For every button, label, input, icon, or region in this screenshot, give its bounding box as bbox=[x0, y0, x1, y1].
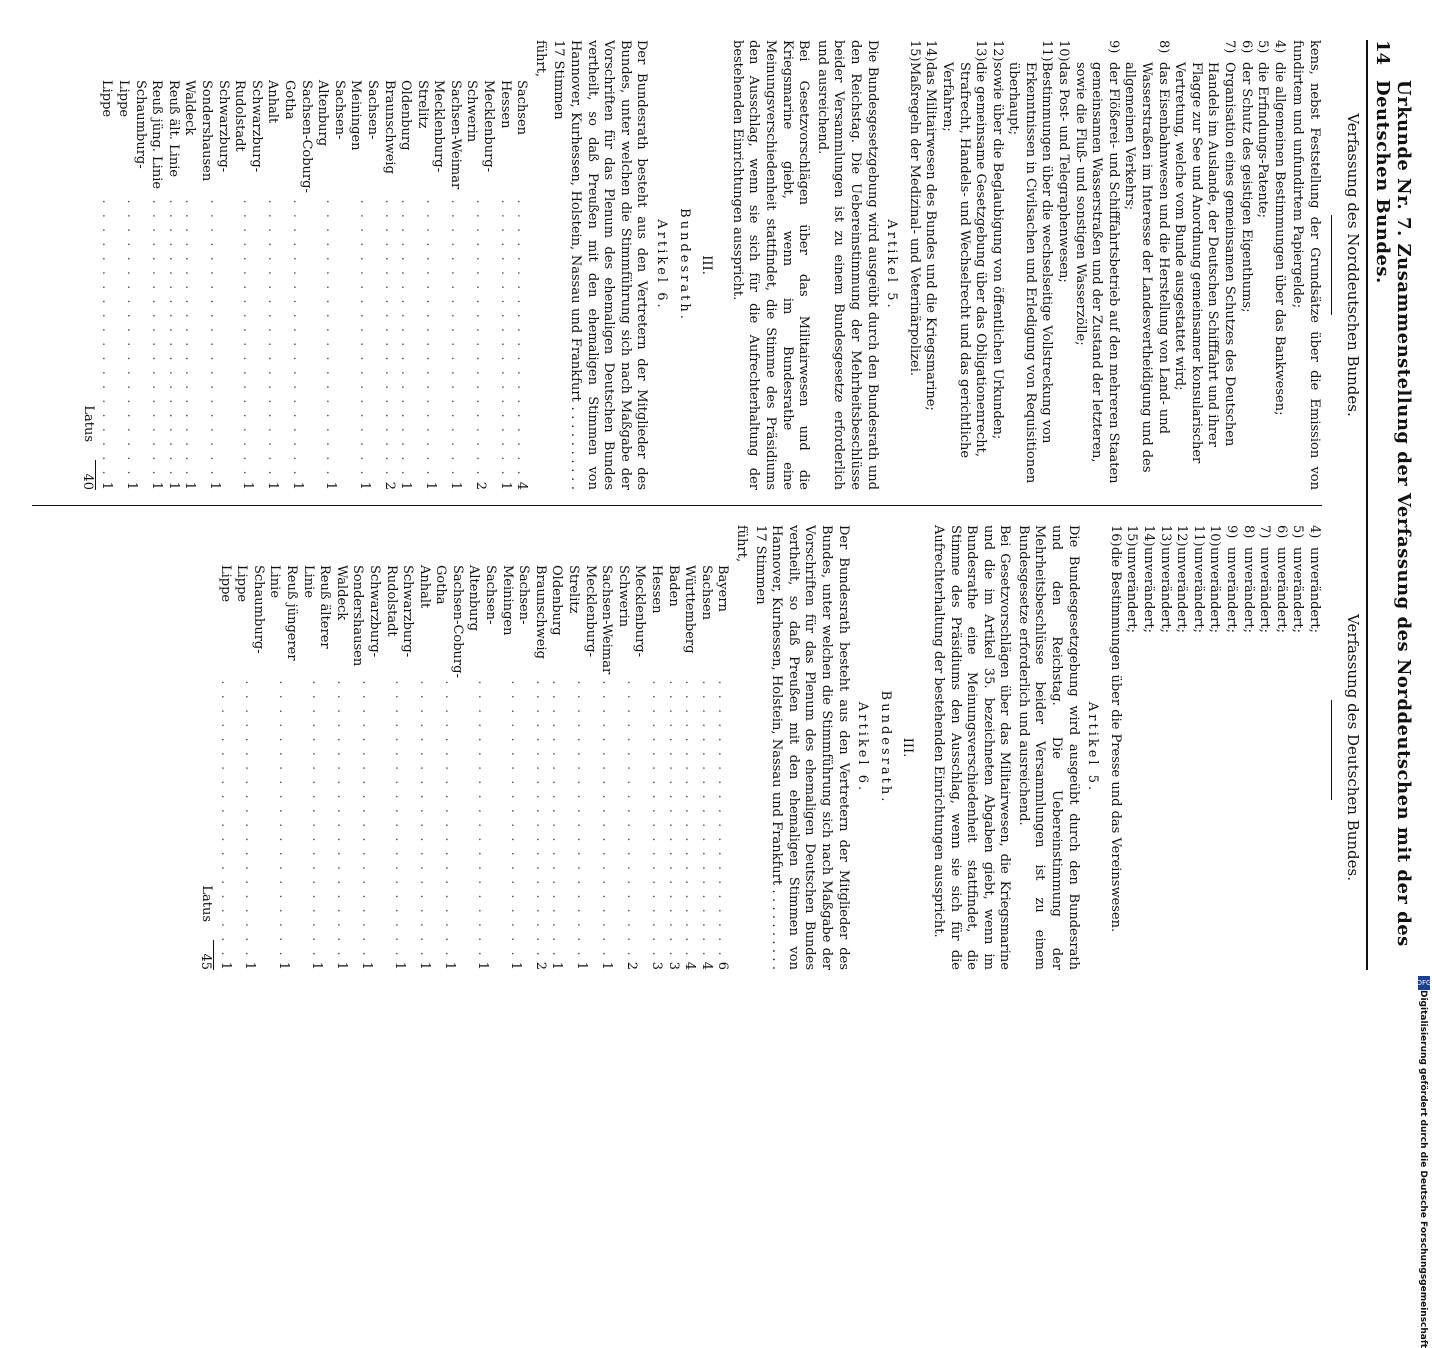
vote-count: 1 bbox=[275, 961, 291, 970]
vote-count: 2 bbox=[381, 481, 397, 490]
right-column-heading: Verfassung des Deutschen Bundes. bbox=[1344, 614, 1362, 881]
list-item bbox=[1254, 40, 1271, 490]
state-name: Oldenburg bbox=[398, 80, 414, 151]
item-text: unverändert; bbox=[1290, 547, 1306, 633]
list-item bbox=[1071, 40, 1121, 490]
left-heading-rule bbox=[1331, 215, 1332, 315]
item-number: 6) bbox=[1238, 40, 1254, 54]
vote-count: 1 bbox=[574, 961, 590, 970]
state-name: Mecklenburg-Schwerin bbox=[464, 80, 497, 173]
leader-dots: . . . . . . . . . . . . . . . . . . . . bbox=[207, 199, 223, 478]
vote-count: 1 bbox=[447, 481, 463, 490]
table-row bbox=[413, 80, 446, 490]
table-row bbox=[264, 80, 281, 490]
item-number: 15) bbox=[1124, 525, 1140, 547]
table-row bbox=[114, 80, 147, 490]
item-text: unverändert; bbox=[1257, 547, 1273, 633]
vote-count: 1 bbox=[441, 961, 457, 970]
item-text: Organisation eines gemeinsamen Schutzes des Deutschen Handels im Auslande, der Deutschen Schifffahrt und ihrer Flagge zur See und Anordnung gemeinsamer konsularischer Vertretung, welche vom Bunde ausgestattet wird; bbox=[1172, 62, 1238, 464]
vote-count: 2 bbox=[532, 961, 548, 970]
leader-dots: . . . . . . . . . . . . . . . . . . . . bbox=[649, 680, 665, 959]
item-text: unverändert; bbox=[1174, 547, 1190, 633]
state-name: Sachsen-Coburg-Gotha bbox=[281, 80, 314, 193]
left-sec3-title: III. bbox=[699, 255, 715, 275]
item-number: 10) bbox=[1056, 40, 1072, 62]
leader-dots: . . . . . . . . . . . . . . . . . . . . bbox=[240, 199, 256, 478]
vote-count: 1 bbox=[323, 481, 339, 490]
table-row bbox=[181, 80, 198, 490]
vote-count: 1 bbox=[549, 961, 565, 970]
item-text: unverändert; bbox=[1240, 547, 1256, 633]
leader-dots: . . . . . . . . . . . . . . . . . . . . bbox=[290, 199, 306, 478]
vote-count: 2 bbox=[624, 961, 640, 970]
state-name: Anhalt bbox=[416, 565, 432, 609]
leader-dots: . . . . . . . . . . . . . . . . . . . . bbox=[149, 199, 165, 478]
list-item bbox=[1156, 525, 1173, 970]
left-art6-title: Artikel 6. bbox=[654, 219, 670, 311]
item-text: Bestimmungen über die wechselseitige Vollstreckung von Erkenntnissen in Civilsachen und Erledigung von Requisitionen überhaupt; bbox=[1006, 62, 1055, 484]
left-latus bbox=[78, 40, 96, 490]
leader-dots: . . . . . . . . . . . . . . . . . . . . bbox=[474, 680, 490, 959]
vote-count: 1 bbox=[290, 481, 306, 490]
vote-count: 1 bbox=[207, 481, 223, 490]
leader-dots: . . . . . . . . . . . . . . . . . . . . bbox=[574, 680, 590, 959]
vote-count: 1 bbox=[308, 961, 324, 970]
table-row bbox=[314, 80, 347, 490]
leader-dots: . . . . . . . . . . . . . . . . . . . . bbox=[275, 680, 291, 959]
table-row bbox=[548, 565, 565, 970]
list-item bbox=[1222, 525, 1239, 970]
list-item bbox=[1189, 525, 1206, 970]
table-row bbox=[463, 80, 496, 490]
item-number: 13) bbox=[973, 40, 989, 62]
table-row bbox=[697, 565, 714, 970]
item-text: unverändert; bbox=[1190, 547, 1206, 633]
vote-count: 3 bbox=[649, 961, 665, 970]
table-row bbox=[380, 80, 397, 490]
leader-dots: . . . . . . . . . . . . . . . . . . . . bbox=[99, 199, 115, 478]
state-name: Reuß älterer Linie bbox=[300, 565, 333, 649]
table-row bbox=[382, 565, 415, 970]
vote-count: 1 bbox=[265, 481, 281, 490]
state-name: Württemberg bbox=[682, 565, 698, 654]
list-item bbox=[1256, 525, 1273, 970]
table-row bbox=[98, 80, 115, 490]
vote-count: 1 bbox=[474, 961, 490, 970]
list-item bbox=[1239, 525, 1256, 970]
table-row bbox=[233, 565, 266, 970]
item-text: das Post- und Telegraphenwesen; bbox=[1056, 62, 1072, 283]
table-row bbox=[498, 565, 531, 970]
list-item bbox=[1005, 40, 1055, 490]
state-name: Sachsen-Altenburg bbox=[315, 80, 347, 147]
table-row bbox=[332, 565, 349, 970]
table-row bbox=[164, 80, 181, 490]
table-row bbox=[496, 80, 513, 490]
list-item bbox=[1106, 525, 1123, 970]
leader-dots: . . . . . . . . . . . . . . . . . . . . bbox=[715, 680, 731, 959]
vote-count: 1 bbox=[358, 961, 374, 970]
item-number: 10) bbox=[1207, 525, 1223, 547]
state-name: Lippe bbox=[217, 565, 233, 603]
list-item bbox=[988, 40, 1005, 490]
table-row bbox=[397, 80, 414, 490]
leader-dots: . . . . . . . . . . . . . . . . . . . . bbox=[665, 680, 681, 959]
leader-dots: . . . . . . . . . . . . . . . . . . . . bbox=[242, 680, 258, 959]
state-name: Sachsen-Coburg-Gotha bbox=[433, 565, 465, 678]
table-row bbox=[197, 80, 230, 490]
vote-count: 1 bbox=[165, 481, 181, 490]
leader-dots: . . . . . . . . . . . . . . . . . . . . bbox=[265, 199, 281, 478]
right-sec3-title: III. bbox=[900, 737, 916, 758]
leader-dots: . . . . . . . . . . . . . . . . . . . . bbox=[698, 680, 714, 959]
state-name: Baden bbox=[665, 565, 681, 607]
vote-count: 4 bbox=[682, 961, 698, 970]
leader-dots: . . . . . . . . . . . . . . . . . . . . bbox=[549, 680, 565, 959]
state-name: Sachsen-Meiningen bbox=[499, 565, 532, 636]
item-text: Maßregeln der Medizinal- und Veterinärpolizei. bbox=[906, 62, 922, 376]
item-number: 4) bbox=[1307, 525, 1322, 539]
item-number: 7) bbox=[1222, 40, 1238, 54]
left-art5-p2: Bei Gesetzvorschlägen über das Militairwesen und die Kriegsmarine giebt, wenn im Bundesrathe eine Meinungsverschiedenheit stattfindet, die Stimme des Präsidiums den Ausschlag, wenn sie sich für die Aufrechterhaltung der bestehenden Einrichtungen ausspricht. bbox=[729, 40, 812, 490]
leader-dots: . . . . . . . . . . . . . . . . . . . . bbox=[182, 199, 198, 478]
item-text: unverändert; bbox=[1307, 547, 1322, 633]
leader-dots: . . . . . . . . . . . . . . . . . . . . bbox=[398, 199, 414, 478]
vote-count: 1 bbox=[497, 481, 513, 490]
left-art5-p1: Die Bundesgesetzgebung wird ausgeübt durch den Bundesrath und den Reichstag. Die Uebereinstimmung der Mehrheitsbeschlüsse beider Versammlungen ist zu einem Bundesgesetze erforderlich und ausreichend. bbox=[814, 40, 880, 490]
list-item bbox=[1272, 525, 1289, 970]
state-name: Sachsen-Meiningen bbox=[348, 80, 380, 151]
right-item-list bbox=[1106, 525, 1322, 970]
left-column-heading: Verfassung des Norddeutschen Bundes. bbox=[1344, 113, 1362, 417]
list-item bbox=[1237, 40, 1254, 490]
vote-count: 4 bbox=[698, 961, 714, 970]
list-item bbox=[1121, 40, 1171, 490]
item-number: 12) bbox=[1174, 525, 1190, 547]
vote-count: 1 bbox=[599, 961, 615, 970]
item-text: unverändert; bbox=[1157, 547, 1173, 633]
vote-count: 1 bbox=[356, 481, 372, 490]
item-text: das Militairwesen des Bundes und die Kriegsmarine; bbox=[923, 62, 939, 411]
list-item bbox=[1270, 40, 1287, 490]
list-item bbox=[905, 40, 922, 490]
state-name: Reuß jüngerer Linie bbox=[267, 565, 299, 661]
item-number: 4) bbox=[1271, 40, 1287, 54]
right-votes-table bbox=[216, 565, 730, 970]
list-item bbox=[1173, 525, 1190, 970]
table-row bbox=[280, 80, 313, 490]
leader-dots: . . . . . . . . . . . . . . . . . . . . bbox=[497, 199, 513, 478]
state-name: Schwarzburg-Rudolstadt bbox=[232, 80, 264, 173]
leader-dots: . . . . . . . . . . . . . . . . . . . . bbox=[682, 680, 698, 959]
list-item bbox=[1139, 525, 1156, 970]
state-name: Hessen bbox=[497, 80, 513, 129]
vote-count: 1 bbox=[242, 961, 258, 970]
item-number: 12) bbox=[989, 40, 1005, 62]
table-row bbox=[299, 565, 332, 970]
vote-count: 3 bbox=[665, 961, 681, 970]
leader-dots: . . . . . . . . . . . . . . . . . . . . bbox=[423, 199, 439, 478]
table-row bbox=[349, 565, 382, 970]
state-name: Schwarzburg-Sondershausen bbox=[350, 565, 382, 667]
state-name: Schaumburg-Lippe bbox=[234, 565, 266, 654]
table-row bbox=[231, 80, 264, 490]
state-name: Lippe bbox=[99, 80, 115, 118]
item-number: 9) bbox=[1224, 525, 1240, 539]
item-number: 5) bbox=[1290, 525, 1306, 539]
vote-count: 1 bbox=[182, 481, 198, 490]
right-art5-p2: Bei Gesetzvorschlägen über das Militairwesen, die Kriegsmarine und die im Artikel 35. bezeichneten Abgaben giebt, wenn im Bundesrathe eine Meinungsverschiedenheit stattfindet, die Stimme des Präsidiums den Ausschlag, wenn sie sich für die Aufrechterhaltung der bestehenden Einrichtungen ausspricht. bbox=[930, 525, 1013, 970]
leader-dots: . . . . . . . . . . . . . . . . . . . . bbox=[447, 199, 463, 478]
state-name: Schwarzburg-Rudolstadt bbox=[383, 565, 416, 658]
state-name: Bayern bbox=[715, 565, 731, 612]
right-latus-value: 45 bbox=[196, 940, 214, 970]
leader-dots: . . . . . . . . . . . . . . . . . . . . bbox=[333, 680, 349, 959]
item-text: die Bestimmungen über die Presse und das Vereinswesen. bbox=[1107, 547, 1123, 933]
table-row bbox=[347, 80, 380, 490]
item-text: unverändert; bbox=[1224, 547, 1240, 633]
state-name: Hessen bbox=[649, 565, 665, 614]
right-heading-rule bbox=[1331, 700, 1332, 800]
leader-dots: . . . . . . . . . . . . . . . . . . . . bbox=[358, 680, 374, 959]
leader-dots: . . . . . . . . . . . . . . . . . . . . bbox=[472, 199, 488, 478]
leader-dots: . . . . . . . . . . . . . . . . . . . . bbox=[308, 680, 324, 959]
leader-dots: . . . . . . . . . . . . . . . . . . . . bbox=[441, 680, 457, 959]
state-name: Anhalt bbox=[265, 80, 281, 124]
table-row bbox=[647, 565, 664, 970]
state-name: Braunschweig bbox=[532, 565, 548, 659]
right-art6-text: Der Bundesrath besteht aus den Vertretern der Mitglieder des Bundes, unter welchen die Stimmführung sich nach Maßgabe der Vorschriften für das Plenum des ehemaligen Deutschen Bundes vertheilt, so daß Preußen mit den ehemaligen Stimmen von Hannover, Kurhessen, Holstein, Nassau und Frankfurt . . . . . . . . . . 17 Stimmen bbox=[752, 525, 851, 970]
state-name: Oldenburg bbox=[549, 565, 565, 636]
item-number: 5) bbox=[1255, 40, 1271, 54]
right-art5-title: Artikel 5. bbox=[1085, 701, 1101, 794]
item-text: sowie über die Beglaubigung von öffentlichen Urkunden; bbox=[989, 62, 1005, 440]
leader-dots: . . . . . . . . . . . . . . . . . . . . bbox=[323, 199, 339, 478]
left-sec3-sub: Bundesrath. bbox=[676, 208, 692, 322]
item-number: 8) bbox=[1155, 40, 1171, 54]
item-text: die allgemeinen Bestimmungen über das Bankwesen; bbox=[1271, 62, 1287, 416]
leader-dots: . . . . . . . . . . . . . . . . . . . . bbox=[507, 680, 523, 959]
vote-count: 1 bbox=[124, 481, 140, 490]
vote-count: 1 bbox=[240, 481, 256, 490]
state-name: Sachsen-Altenburg bbox=[466, 565, 499, 632]
item-number: 16) bbox=[1107, 525, 1123, 547]
state-name: Waldeck bbox=[333, 565, 349, 621]
table-row bbox=[216, 565, 233, 970]
state-name: Mecklenburg-Strelitz bbox=[566, 565, 598, 658]
list-item bbox=[1055, 40, 1072, 490]
left-art6-tail: führt, bbox=[532, 40, 548, 78]
column-divider bbox=[32, 505, 1322, 506]
right-art5-p1: Die Bundesgesetzgebung wird ausgeübt durch den Bundesrath und den Reichstag. Die Uebereinstimmung der Mehrheitsbeschlüsse beider Versammlungen ist zu einem Bundesgesetze erforderlich und ausreichend. bbox=[1015, 525, 1081, 970]
table-row bbox=[564, 565, 597, 970]
state-name: Reuß jüng. Linie bbox=[149, 80, 165, 190]
state-name: Reuß ält. Linie bbox=[165, 80, 181, 178]
leader-dots: . . . . . . . . . . . . . . . . . . . . bbox=[391, 680, 407, 959]
left-latus-value: 40 bbox=[78, 460, 96, 490]
item-text: das Eisenbahnwesen und die Herstellung von Land- und Wasserstraßen im Interesse der Landesvertheidigung und des allgemeinen Verkehrs; bbox=[1122, 62, 1171, 473]
list-item bbox=[1305, 525, 1322, 970]
item-text: die gemeinsame Gesetzgebung über das Obligationenrecht, Strafrecht, Handels- und Wechselrecht und das gerichtliche Verfahren; bbox=[939, 62, 989, 459]
item-number: 9) bbox=[1105, 40, 1121, 54]
state-name: Schaumburg-Lippe bbox=[116, 80, 148, 169]
item-number: 11) bbox=[1190, 525, 1206, 547]
leader-dots: . . . . . . . . . . . . . . . . . . . . bbox=[124, 199, 140, 478]
item-number: 7) bbox=[1257, 525, 1273, 539]
list-item bbox=[938, 40, 988, 490]
item-number: 14) bbox=[923, 40, 939, 62]
list-item bbox=[1206, 525, 1223, 970]
right-latus-label: Latus bbox=[199, 885, 214, 922]
list-item bbox=[1171, 40, 1237, 490]
vote-count: 1 bbox=[391, 961, 407, 970]
item-number: 15) bbox=[906, 40, 922, 62]
funding-notice: Digitalisierung gefördert durch die Deutsche Forschungsgemeinschaft bbox=[1418, 990, 1428, 1348]
vote-count: 2 bbox=[472, 481, 488, 490]
state-name: Sachsen bbox=[698, 565, 714, 621]
footer-strip bbox=[1416, 0, 1432, 1348]
vote-count: 1 bbox=[423, 481, 439, 490]
right-column bbox=[196, 525, 1322, 970]
table-row bbox=[432, 565, 465, 970]
item-text: der Flößerei- und Schifffahrtsbetrieb auf den mehreren Staaten gemeinsamen Wasserstraßen und der Zustand der letzteren, sowie die Fluß- und sonstigen Wasserzölle; bbox=[1072, 62, 1121, 484]
left-intro: kens, nebst Feststellung der Grundsätze über die Emission von fundirtem und unfundirtem Papiergelde; bbox=[1290, 40, 1322, 490]
right-sec3-sub: Bundesrath. bbox=[877, 690, 893, 805]
left-item-list bbox=[905, 40, 1287, 490]
item-text: unverändert; bbox=[1273, 547, 1289, 633]
table-row bbox=[681, 565, 698, 970]
table-row bbox=[446, 80, 463, 490]
vote-count: 6 bbox=[715, 961, 731, 970]
table-row bbox=[531, 565, 548, 970]
left-latus-label: Latus bbox=[80, 405, 96, 442]
table-row bbox=[148, 80, 165, 490]
item-text: die Erfindungs-Patente; bbox=[1255, 62, 1271, 219]
leader-dots: . . . . . . . . . . . . . . . . . . . . bbox=[599, 680, 615, 959]
leader-dots: . . . . . . . . . . . . . . . . . . . . bbox=[532, 680, 548, 959]
state-name: Sachsen-Weimar bbox=[447, 80, 463, 190]
item-number: 13) bbox=[1157, 525, 1173, 547]
item-text: unverändert; bbox=[1141, 547, 1157, 633]
table-row bbox=[664, 565, 681, 970]
item-number: 11) bbox=[1039, 40, 1055, 62]
leader-dots: . . . . . . . . . . . . . . . . . . . . bbox=[381, 199, 397, 478]
state-name: Sachsen-Weimar bbox=[599, 565, 615, 675]
leader-dots: . . . . . . . . . . . . . . . . . . . . bbox=[624, 680, 640, 959]
item-number: 14) bbox=[1141, 525, 1157, 547]
state-name: Mecklenburg-Strelitz bbox=[414, 80, 447, 173]
table-row bbox=[465, 565, 498, 970]
table-row bbox=[513, 80, 530, 490]
state-name: Mecklenburg-Schwerin bbox=[615, 565, 648, 658]
state-name: Braunschweig bbox=[381, 80, 397, 174]
item-number: 6) bbox=[1273, 525, 1289, 539]
state-name: Schwarzburg-Sondershausen bbox=[199, 80, 231, 182]
vote-count: 1 bbox=[217, 961, 233, 970]
vote-count: 1 bbox=[416, 961, 432, 970]
right-art6-title: Artikel 6. bbox=[855, 701, 871, 794]
vote-count: 1 bbox=[149, 481, 165, 490]
table-row bbox=[714, 565, 731, 970]
item-text: unverändert; bbox=[1124, 547, 1140, 633]
vote-count: 1 bbox=[398, 481, 414, 490]
vote-count: 1 bbox=[99, 481, 115, 490]
leader-dots: . . . . . . . . . . . . . . . . . . . . bbox=[217, 680, 233, 959]
item-number: 8) bbox=[1240, 525, 1256, 539]
vote-count: 1 bbox=[333, 961, 349, 970]
page-title: Urkunde Nr. 7. Zusammenstellung der Verfassung des Norddeutschen mit der des Deutschen Bundes. bbox=[1372, 80, 1414, 947]
vote-count: 1 bbox=[507, 961, 523, 970]
item-text: der Schutz des geistigen Eigenthums; bbox=[1238, 62, 1254, 313]
vote-count: 4 bbox=[514, 481, 530, 490]
left-votes-table bbox=[98, 80, 529, 490]
table-row bbox=[614, 565, 647, 970]
leader-dots: . . . . . . . . . . . . . . . . . . . . bbox=[356, 199, 372, 478]
page-number: 14 bbox=[1372, 40, 1393, 66]
leader-dots: . . . . . . . . . . . . . . . . . . . . bbox=[514, 199, 530, 478]
state-name: Waldeck bbox=[182, 80, 198, 136]
list-item bbox=[1123, 525, 1140, 970]
dfg-logo: DFG bbox=[1418, 976, 1430, 990]
left-art6-text: Der Bundesrath besteht aus den Vertretern der Mitglieder des Bundes, unter welchen die Stimmführung sich nach Maßgabe der Vorschriften für das Plenum des ehemaligen Deutschen Bundes vertheilt, so daß Preußen mit den ehemaligen Stimmen von Hannover, Kurhessen, Holstein, Nassau und Frankfurt . . . . . . . . . . 17 Stimmen bbox=[551, 40, 650, 490]
leader-dots: . . . . . . . . . . . . . . . . . . . . bbox=[416, 680, 432, 959]
leader-dots: . . . . . . . . . . . . . . . . . . . . bbox=[165, 199, 181, 478]
item-text: unverändert; bbox=[1207, 547, 1223, 633]
state-name: Sachsen bbox=[514, 80, 530, 136]
right-latus bbox=[196, 525, 214, 970]
left-art5-title: Artikel 5. bbox=[884, 219, 900, 311]
table-row bbox=[415, 565, 432, 970]
table-row bbox=[598, 565, 615, 970]
left-column bbox=[78, 40, 1322, 490]
list-item bbox=[922, 40, 939, 490]
right-art6-tail: führt, bbox=[734, 525, 749, 563]
list-item bbox=[1289, 525, 1306, 970]
table-row bbox=[266, 565, 299, 970]
